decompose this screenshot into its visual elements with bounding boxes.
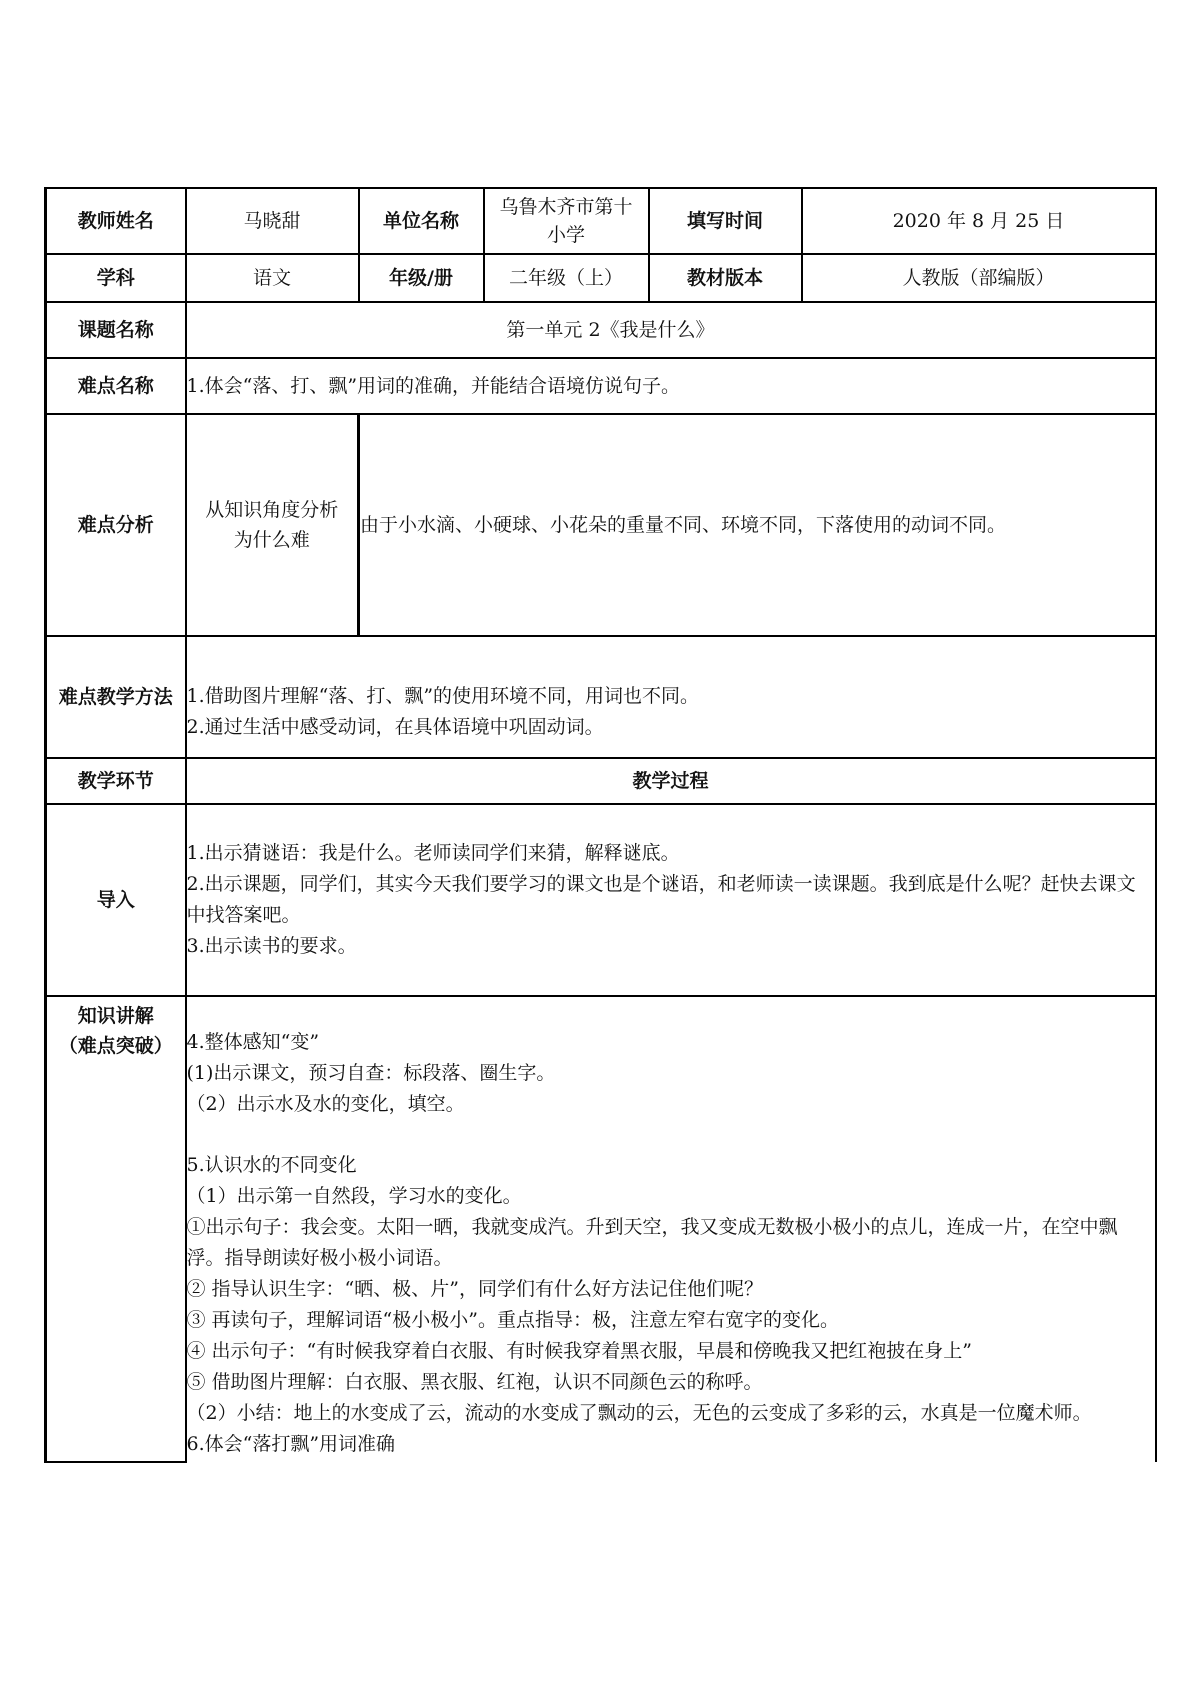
knowledge-line: ④ 出示句子：“有时候我穿着白衣服、有时候我穿着黑衣服，早晨和傍晚我又把红袍披在身上” — [186, 1340, 972, 1362]
header-row — [46, 188, 1156, 254]
knowledge-line: （1）出示第一自然段，学习水的变化。 — [186, 1185, 522, 1207]
knowledge-content — [186, 996, 1156, 1462]
topic-row — [46, 302, 1156, 358]
knowledge-line: ①出示句子：我会变。太阳一晒，我就变成汽。升到天空，我又变成无数极小极小的点儿，连成一片，在空中飘浮。指导朗读好极小极小词语。 — [186, 1216, 1118, 1269]
knowledge-line: 4.整体感知“变” — [186, 1031, 320, 1053]
intro-line: 1.出示猜谜语：我是什么。老师读同学们来猜，解释谜底。 — [186, 842, 680, 864]
teacher-name-value: 马晓甜 — [186, 188, 359, 254]
fill-date-label: 填写时间 — [649, 188, 802, 254]
topic-label: 课题名称 — [46, 302, 186, 358]
difficulty-value: 1.体会“落、打、飘”用词的准确，并能结合语境仿说句子。 — [186, 358, 1156, 414]
knowledge-line: （2）出示水及水的变化，填空。 — [186, 1093, 465, 1115]
difficulty-row — [46, 358, 1156, 414]
topic-value-cell — [186, 302, 1156, 358]
process-header-label: 教学过程 — [186, 758, 1156, 804]
process-header-row — [46, 758, 1156, 804]
unit-name-label: 单位名称 — [359, 188, 484, 254]
knowledge-label-line1: 知识讲解 — [77, 1005, 154, 1027]
grade-label: 年级/册 — [359, 254, 484, 302]
unit-name-value: 乌鲁木齐市第十小学 — [484, 188, 649, 254]
paragraph-gap — [187, 1120, 1155, 1150]
intro-row — [46, 804, 1156, 996]
method-row — [46, 636, 1156, 758]
lesson-plan-table — [44, 187, 1157, 1463]
knowledge-line: ② 指导认识生字：“晒、极、片”，同学们有什么好方法记住他们呢？ — [186, 1278, 763, 1300]
lesson-plan-page — [44, 187, 1154, 1463]
analysis-label: 难点分析 — [46, 414, 186, 636]
subject-row — [46, 254, 1156, 302]
teacher-name-label: 教师姓名 — [46, 188, 186, 254]
intro-label: 导入 — [46, 804, 186, 996]
grade-value: 二年级（上） — [484, 254, 649, 302]
knowledge-line: 5.认识水的不同变化 — [186, 1154, 357, 1176]
method-content — [186, 636, 1156, 758]
subject-value: 语文 — [186, 254, 359, 302]
knowledge-line: 6.体会“落打飘”用词准确 — [186, 1433, 396, 1455]
knowledge-line: ⑤ 借助图片理解：白衣服、黑衣服、红袍，认识不同颜色云的称呼。 — [186, 1371, 763, 1393]
edition-value: 人教版（部编版） — [802, 254, 1156, 302]
knowledge-row — [46, 996, 1156, 1462]
knowledge-label — [46, 996, 186, 1462]
intro-line: 3.出示读书的要求。 — [186, 935, 357, 957]
intro-content — [186, 804, 1156, 996]
method-label: 难点教学方法 — [46, 636, 186, 758]
analysis-value: 由于小水滴、小硬球、小花朵的重量不同、环境不同，下落使用的动词不同。 — [359, 414, 1156, 636]
edition-label: 教材版本 — [649, 254, 802, 302]
knowledge-line: ③ 再读句子，理解词语“极小极小”。重点指导：极，注意左窄右宽字的变化。 — [186, 1309, 839, 1331]
difficulty-label: 难点名称 — [46, 358, 186, 414]
method-line: 2.通过生活中感受动词，在具体语境中巩固动词。 — [186, 716, 604, 738]
fill-date-value: 2020 年 8 月 25 日 — [802, 188, 1156, 254]
knowledge-label-line2: （难点突破） — [58, 1035, 173, 1057]
method-line: 1.借助图片理解“落、打、飘”的使用环境不同，用词也不同。 — [186, 685, 700, 707]
knowledge-line: （2）小结：地上的水变成了云，流动的水变成了飘动的云，无色的云变成了多彩的云，水真是一位魔术师。 — [186, 1402, 1092, 1424]
intro-line: 2.出示课题，同学们，其实今天我们要学习的课文也是个谜语，和老师读一读课题。我到底是什么呢？赶快去课文中找答案吧。 — [186, 873, 1136, 926]
analysis-sub-label: 从知识角度分析为什么难 — [186, 414, 359, 636]
stage-header-label: 教学环节 — [46, 758, 186, 804]
topic-value: 第一单元 2《我是什么》 — [506, 318, 715, 341]
knowledge-line: (1)出示课文，预习自查：标段落、圈生字。 — [186, 1062, 556, 1084]
analysis-row — [46, 414, 1156, 636]
subject-label: 学科 — [46, 254, 186, 302]
